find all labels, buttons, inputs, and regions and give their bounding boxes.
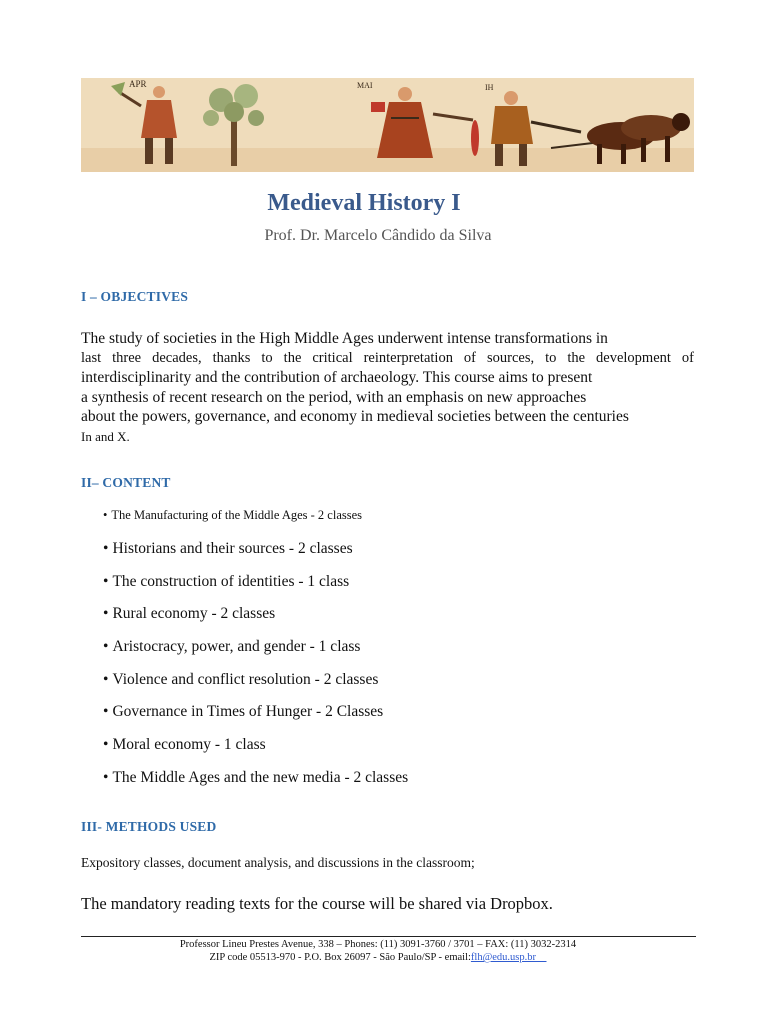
email-link[interactable]: flh@edu.usp.br	[470, 952, 536, 963]
bullet-icon: •	[103, 605, 109, 623]
methods-line-2: The mandatory reading texts for the course will be shared via Dropbox.	[81, 894, 553, 913]
list-item	[103, 769, 408, 802]
methods-heading: III- METHODS USED	[81, 819, 217, 834]
medieval-calendar-banner	[81, 78, 694, 172]
label-ih: IH	[485, 83, 494, 92]
footer-contact	[0, 951, 756, 964]
list-item	[103, 638, 408, 671]
list-item	[103, 671, 408, 704]
list-item	[103, 605, 408, 638]
label-apr: APR	[129, 79, 147, 89]
bullet-icon: •	[103, 768, 109, 786]
list-item-text: Governance in Times of Hunger - 2 Classes	[112, 703, 384, 721]
footer-address: Professor Lineu Prestes Avenue, 338 – Phones: (11) 3091-3760 / 3701 – FAX: (11) 3032-2314	[179, 939, 577, 950]
objectives-line: interdisciplinarity and the contribution of archaeology. This course aims to present	[81, 369, 593, 386]
footer-zip-text: ZIP code 05513-970 - P.O. Box 26097 - São Paulo/SP - email:	[209, 952, 471, 963]
bullet-icon: •	[103, 572, 109, 590]
bullet-icon: •	[103, 540, 109, 557]
objectives-line: In and X.	[81, 428, 130, 444]
banner-illustration	[81, 78, 694, 172]
list-item-text: The Manufacturing of the Middle Ages - 2 classes	[111, 508, 363, 522]
methods-line-1: Expository classes, document analysis, and discussions in the classroom;	[81, 855, 475, 870]
list-item-text: Violence and conflict resolution - 2 classes	[112, 670, 379, 688]
label-mai: MAI	[357, 81, 373, 90]
objectives-line: The study of societies in the High Middle Ages underwent intense transformations in	[81, 330, 608, 347]
bullet-icon: •	[103, 638, 109, 656]
list-item	[103, 703, 408, 736]
footer-divider	[81, 936, 696, 937]
list-item-text: Historians and their sources - 2 classes	[112, 540, 353, 557]
objectives-line: a synthesis of recent research on the period, with an emphasis on new approaches	[81, 388, 587, 406]
list-item	[103, 736, 408, 769]
list-item-text: Rural economy - 2 classes	[112, 605, 276, 623]
bullet-icon: •	[103, 670, 109, 688]
list-item-text: Aristocracy, power, and gender - 1 class	[112, 638, 361, 656]
objectives-paragraph	[81, 329, 694, 446]
objectives-heading: I – OBJECTIVES	[81, 289, 189, 304]
list-item-text: The Middle Ages and the new media - 2 classes	[112, 768, 409, 786]
content-heading: II– CONTENT	[81, 475, 171, 490]
list-item	[103, 508, 408, 540]
bullet-icon: •	[103, 736, 109, 754]
list-item-text: Moral economy - 1 class	[112, 736, 266, 754]
page-title: Medieval History I	[267, 190, 461, 216]
objectives-line: last three decades, thanks to the critical reinterpretation of sources, to the development of	[81, 349, 694, 366]
list-item-text: The construction of identities - 1 class	[112, 572, 350, 590]
bullet-icon: •	[103, 703, 109, 721]
content-list	[103, 508, 408, 802]
list-item	[103, 540, 408, 573]
objectives-line: about the powers, governance, and economy in medieval societies between the centuries	[81, 408, 629, 425]
bullet-icon: •	[103, 508, 108, 522]
list-item	[103, 573, 408, 606]
author-name: Prof. Dr. Marcelo Cândido da Silva	[264, 227, 492, 244]
